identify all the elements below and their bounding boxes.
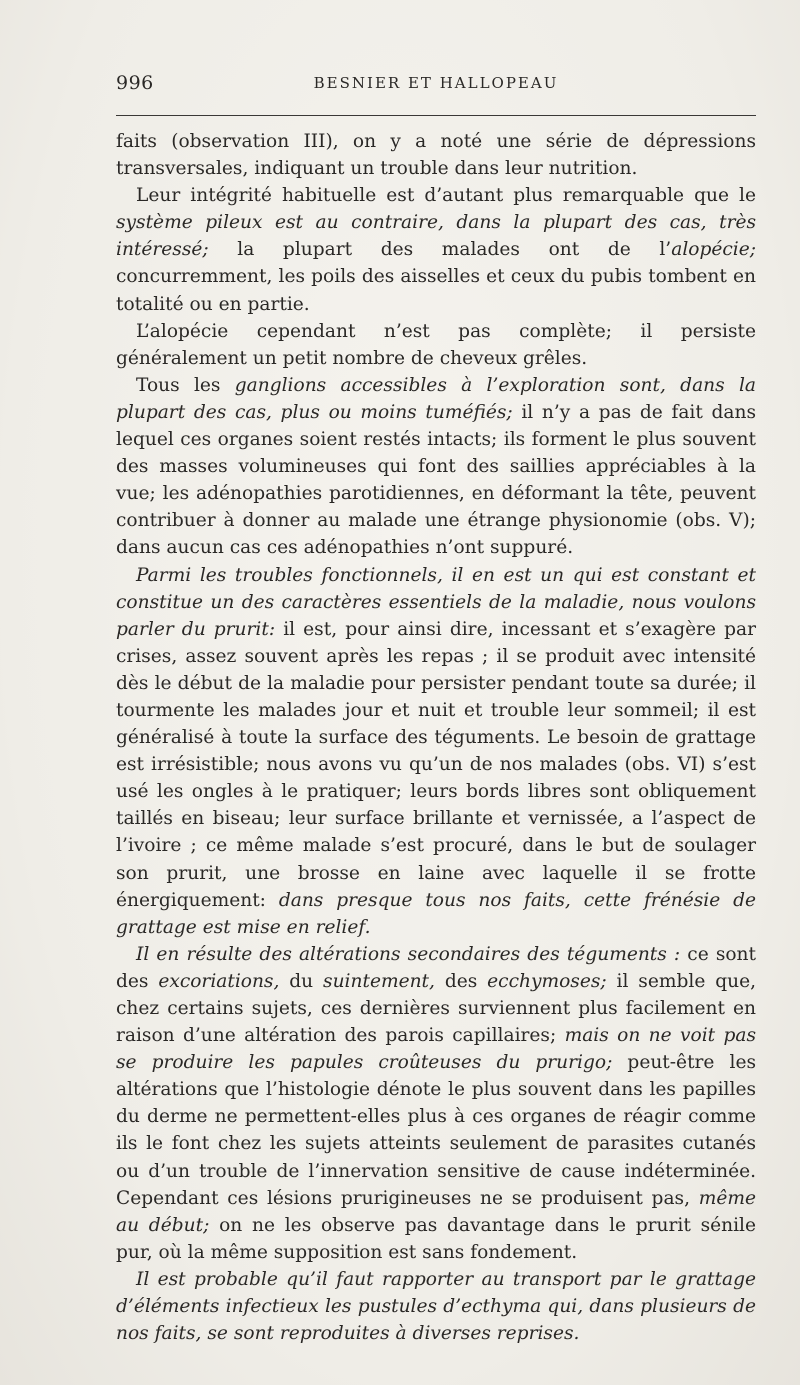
text-run: il semble que, chez certains sujets, ces dernières surviennent plus facilement en raison d’une altération des parois capillaires; bbox=[116, 970, 756, 1047]
page-number: 996 bbox=[116, 72, 154, 94]
italic-text: Parmi les troubles fonctionnels, il en est un qui est constant et constitue un des caractères essentiels de la maladie, nous voulons parler du prurit: bbox=[116, 564, 756, 640]
text-run: concurremment, les poils des aisselles et ceux du pubis tombent en totalité ou en partie. bbox=[116, 266, 756, 315]
italic-text: excoriations, bbox=[158, 970, 280, 992]
italic-text: alopécie; bbox=[671, 239, 756, 261]
italic-text: mais on ne voit pas se produire les papules croûteuses du prurigo; bbox=[116, 1025, 756, 1074]
header-rule bbox=[116, 115, 756, 116]
text-run: il n’y a pas de fait dans lequel ces organes soient restés intacts; ils forment le plus souvent des masses volumineuses qui font des saillies appréciables à la vue; les adénopathies parotidiennes, en déformant la tête, peuvent contribuer à donner au malade une étrange physionomie (obs. V); dans aucun cas ces adénopathies n’ont suppuré. bbox=[116, 401, 756, 559]
italic-text: dans presque tous nos faits, cette frénésie de grattage est mise en relief. bbox=[116, 889, 756, 938]
running-head: BESNIER ET HALLOPEAU bbox=[313, 74, 559, 92]
italic-text: suintement, bbox=[323, 970, 435, 992]
text-run: la plupart des malades ont de l’ bbox=[208, 239, 672, 261]
paragraph bbox=[116, 941, 756, 1266]
text-run: ce sont des bbox=[116, 943, 756, 992]
text-run: peut-être les altérations que l’histologie dénote le plus souvent dans les papilles du derme ne permettent-elles plus à ces organes de réagir comme ils le font chez les sujets atteints seulement de parasites cutanés ou d’un trouble de l’innervation sensitive de cause indéterminée. Cependant ces lésions prurigineuses ne se produisent pas, bbox=[116, 1052, 756, 1209]
paragraph bbox=[116, 1266, 756, 1347]
paragraph bbox=[116, 318, 756, 372]
italic-text: ganglions accessibles à l’exploration sont, dans la plupart des cas, plus ou moins tuméfiés; bbox=[116, 374, 756, 423]
paragraph bbox=[116, 562, 756, 941]
page-header bbox=[116, 72, 756, 102]
italic-text: Il en résulte des altérations secondaires des téguments : bbox=[136, 943, 681, 965]
italic-text: ecchymoses; bbox=[487, 970, 607, 992]
body-text bbox=[116, 128, 756, 1347]
text-run: L’alopécie cependant n’est pas complète; il persiste généralement un petit nombre de cheveux grêles. bbox=[116, 320, 756, 369]
text-run: on ne les observe pas davantage dans le prurit sénile pur, où la même supposition est sans fondement. bbox=[116, 1214, 757, 1263]
text-run: faits (observation III), on y a noté une série de dépressions transversales, indiquant un trouble dans leur nutrition. bbox=[116, 131, 756, 180]
paragraph bbox=[116, 128, 756, 182]
text-run: Tous les bbox=[136, 374, 235, 396]
paragraph bbox=[116, 182, 756, 317]
italic-text: Il est probable qu’il faut rapporter au transport par le grattage d’éléments infectieux les pustules d’ecthyma qui, dans plusieurs de nos faits, se sont reproduites à diverses reprises. bbox=[116, 1268, 756, 1345]
italic-text: système pileux est au contraire, dans la plupart des cas, très intéressé; bbox=[116, 212, 756, 261]
text-run: Leur intégrité habituelle est d’autant plus remarquable que le bbox=[136, 185, 756, 207]
paragraph bbox=[116, 372, 756, 562]
text-run: il est, pour ainsi dire, incessant et s’exagère par crises, assez souvent après les repas ; il se produit avec intensité dès le début de la maladie pour persister pendant toute sa durée; il tourmente les malades jour et nuit et trouble leur sommeil; il est généralisé à toute la surface des téguments. Le besoin de grattage est irrésistible; nous avons vu qu’un de nos malades (obs. VI) s’est usé les ongles à le pratiquer; leurs bords libres sont obliquement taillés en biseau; leur surface brillante et vernissée, a l’aspect de l’ivoire ; ce même malade s’est procuré, dans le but de soulager son prurit, une brosse en laine avec laquelle il se frotte énergiquement: bbox=[116, 618, 756, 911]
text-run: des bbox=[434, 970, 488, 992]
text-run: du bbox=[279, 970, 324, 992]
italic-text: même au début; bbox=[116, 1187, 756, 1236]
